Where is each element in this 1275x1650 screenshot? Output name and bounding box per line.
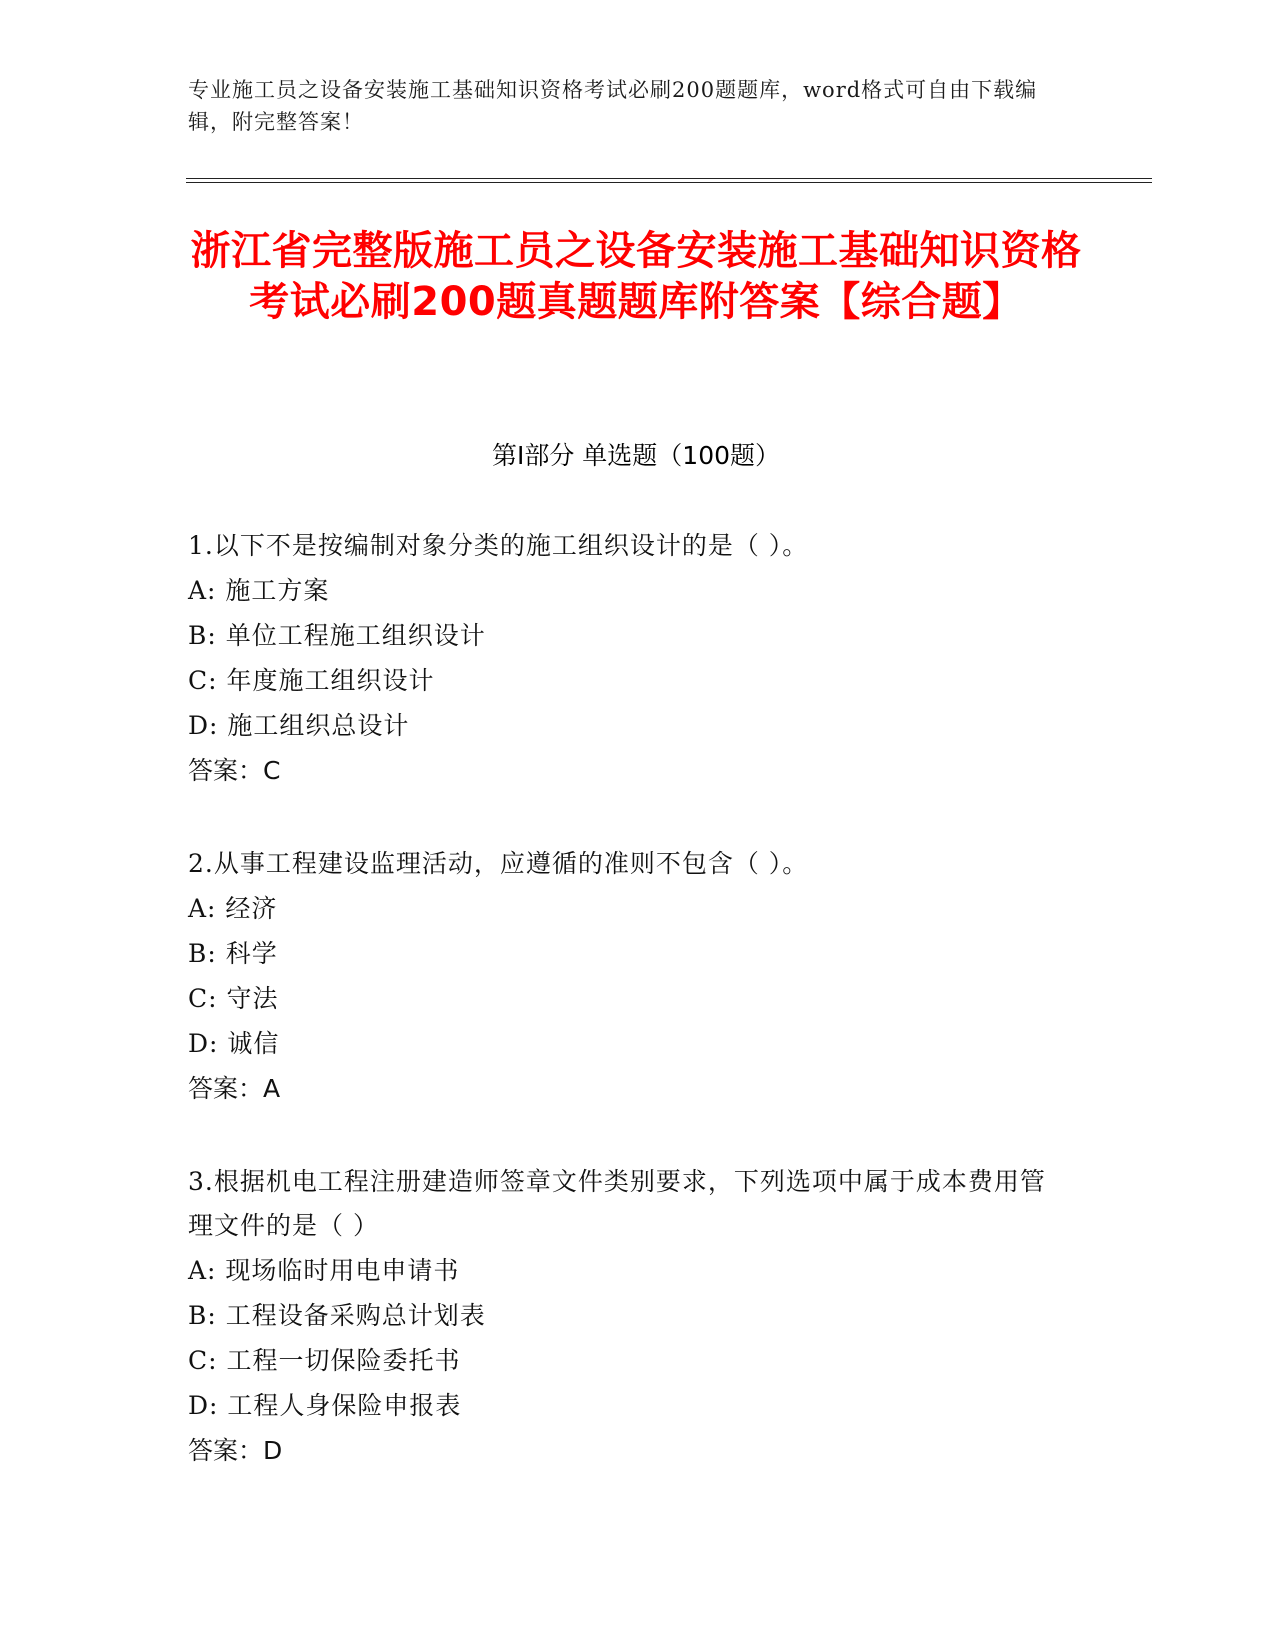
question-2 bbox=[188, 842, 1068, 1111]
option-d: D: 施工组织总设计 bbox=[188, 711, 410, 740]
question-stem: 1.以下不是按编制对象分类的施工组织设计的是（ ）。 bbox=[188, 531, 809, 560]
answer: 答案：C bbox=[188, 756, 281, 785]
answer: 答案：D bbox=[188, 1436, 283, 1465]
section-title: 第I部分 单选题（100题） bbox=[491, 441, 781, 470]
option-c: C: 工程一切保险委托书 bbox=[188, 1346, 461, 1375]
option-a: A: 施工方案 bbox=[188, 576, 330, 605]
option-c: C: 年度施工组织设计 bbox=[188, 666, 435, 695]
header-divider bbox=[186, 178, 1152, 183]
option-b: B: 科学 bbox=[188, 939, 278, 968]
option-b: B: 工程设备采购总计划表 bbox=[188, 1301, 486, 1330]
answer: 答案：A bbox=[188, 1074, 281, 1103]
option-d: D: 工程人身保险申报表 bbox=[188, 1391, 462, 1420]
question-stem: 2.从事工程建设监理活动，应遵循的准则不包含（ ）。 bbox=[188, 849, 809, 878]
question-3 bbox=[188, 1160, 1068, 1473]
question-stem: 3.根据机电工程注册建造师签章文件类别要求，下列选项中属于成本费用管理文件的是（ ） bbox=[188, 1167, 1046, 1240]
document-title: 浙江省完整版施工员之设备安装施工基础知识资格考试必刷200题真题题库附答案【综合题】 bbox=[190, 228, 1082, 325]
header-note: 专业施工员之设备安装施工基础知识资格考试必刷200题题库，word格式可自由下载编辑，附完整答案！ bbox=[188, 78, 1038, 134]
option-a: A: 经济 bbox=[188, 894, 278, 923]
option-b: B: 单位工程施工组织设计 bbox=[188, 621, 486, 650]
option-a: A: 现场临时用电申请书 bbox=[188, 1256, 460, 1285]
option-d: D: 诚信 bbox=[188, 1029, 280, 1058]
question-1 bbox=[188, 524, 1068, 793]
option-c: C: 守法 bbox=[188, 984, 279, 1013]
